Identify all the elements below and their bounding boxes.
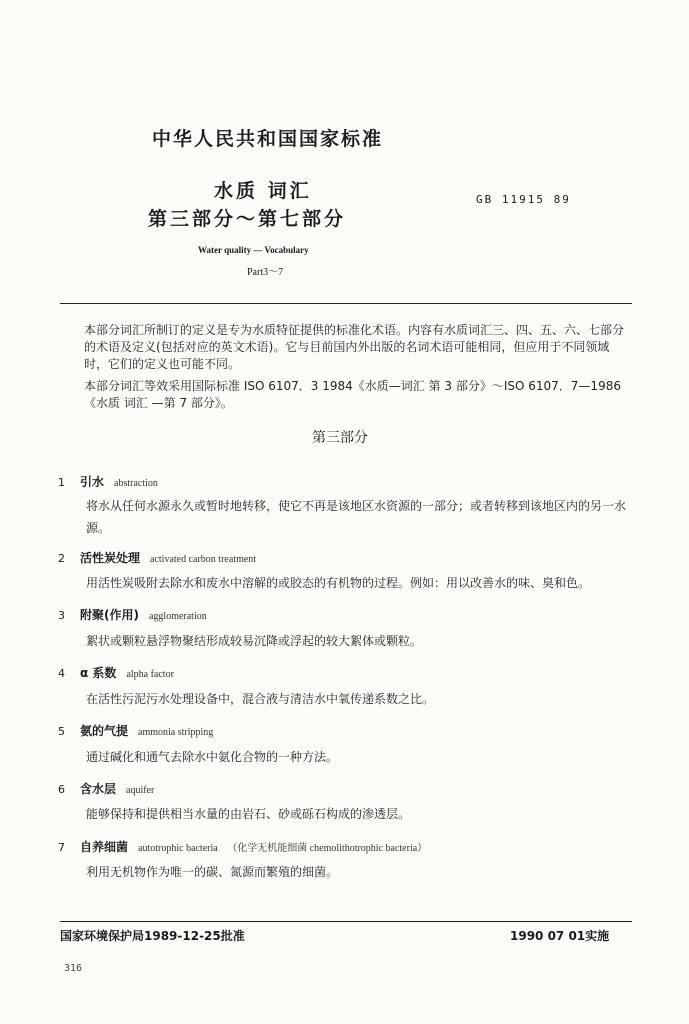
term-heading (58, 722, 213, 739)
document-title-line2: 第三部分～第七部分 (148, 208, 347, 230)
page-number: 316 (64, 963, 83, 974)
term-number: 1 (58, 476, 65, 489)
intro-paragraph-1 (60, 322, 630, 373)
intro-text-2: 本部分词汇等效采用国际标准 ISO 6107．3 1984《水质—词汇 第 3 部分》～ISO 6107．7—1986《水质 词汇 —第 7 部分》。 (84, 379, 621, 410)
term-english: alpha factor (126, 669, 174, 680)
intro-paragraph-2 (60, 378, 630, 412)
term-chinese: 附聚(作用) (80, 608, 139, 622)
term-english: aquifer (126, 785, 155, 796)
header-divider (60, 303, 632, 304)
term-definition: 利用无机物作为唯一的碳、氮源而繁殖的细菌。 (86, 865, 339, 879)
term-heading (58, 606, 207, 623)
standard-number: GB 11915 89 (476, 193, 571, 206)
section-heading: 第三部分 (312, 430, 368, 446)
term-english: ammonia stripping (138, 727, 214, 738)
term-definition: 用活性炭吸附去除水和废水中溶解的或胶态的有机物的过程。例如：用以改善水的味、臭和色。 (86, 576, 591, 590)
term-number: 5 (58, 725, 65, 738)
term-heading (58, 838, 427, 855)
term-heading (58, 549, 256, 566)
english-title: Water quality — Vocabulary (198, 245, 309, 255)
term-english: agglomeration (148, 611, 207, 622)
term-heading (58, 473, 158, 490)
term-synonym: （化学无机能细菌 chemolithotrophic bacteria） (227, 843, 428, 854)
term-definition: 将水从任何水源永久或暂时地转移，使它不再是该地区水资源的一部分；或者转移到该地区内的另一水源。 (86, 499, 627, 535)
term-chinese: 氨的气提 (80, 724, 129, 738)
document-title-line1: 水质 词汇 (214, 180, 312, 202)
term-number: 6 (58, 783, 65, 796)
term-english: abstraction (114, 478, 158, 489)
term-heading (58, 664, 174, 681)
term-number: 2 (58, 552, 65, 565)
national-standard-title: 中华人民共和国国家标准 (152, 128, 384, 150)
term-chinese: 含水层 (80, 782, 117, 796)
effective-date: 1990 07 01实施 (510, 929, 610, 943)
term-heading (58, 780, 154, 797)
term-chinese: 引水 (80, 475, 105, 489)
term-number: 4 (58, 667, 65, 680)
footer-divider (60, 921, 632, 922)
term-definition: 通过碱化和通气去除水中氨化合物的一种方法。 (86, 750, 339, 764)
term-number: 7 (58, 841, 65, 854)
term-english: autotrophic bacteria (138, 843, 218, 854)
term-definition: 絮状或颗粒悬浮物聚结形成较易沉降或浮起的较大絮体或颗粒。 (86, 634, 423, 648)
term-definition: 在活性污泥污水处理设备中，混合液与清洁水中氧传递系数之比。 (86, 692, 435, 706)
term-english: activated carbon treatment (150, 554, 257, 565)
approval-info: 国家环境保护局1989-12-25批准 (60, 929, 245, 943)
term-definition: 能够保持和提供相当水量的由岩石、砂或砾石构成的渗透层。 (86, 807, 411, 821)
term-chinese: 活性炭处理 (80, 551, 141, 565)
english-part: Part3～7 (247, 267, 284, 278)
term-chinese: α 系数 (80, 666, 117, 680)
intro-text-1: 本部分词汇所制订的定义是专为水质特征提供的标准化术语。内容有水质词汇三、四、五、六、七部分的术语及定义(包括对应的英文术语)。它与目前国内外出版的名词术语可能相同，但应用于不同领域时，它们的定义也可能不同。 (84, 323, 625, 371)
term-number: 3 (58, 609, 65, 622)
term-chinese: 自养细菌 (80, 840, 129, 854)
